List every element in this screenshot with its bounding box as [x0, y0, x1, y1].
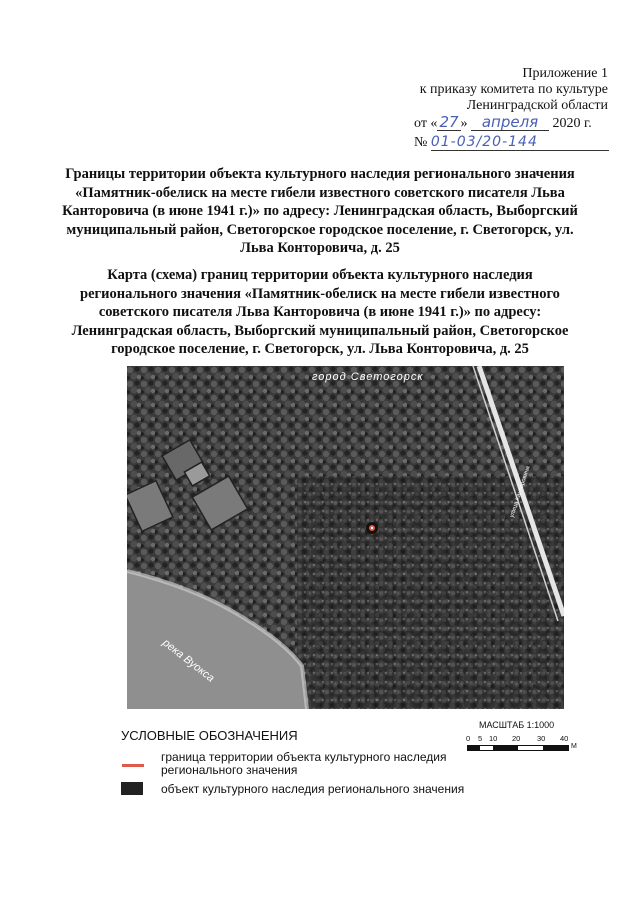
order-issuer-line: к приказу комитета по культуре: [419, 82, 608, 97]
river-label: река Вуокса: [160, 636, 217, 685]
order-number-line: [414, 134, 609, 151]
scale-tick: 5: [478, 734, 483, 743]
date-year: 2020 г.: [552, 116, 592, 131]
scale-tick: 10: [489, 734, 498, 743]
map-title: Карта (схема) границ территории объекта культурного наследия регионального значения «Памятник-обелиск на месте гибели известного советского писателя Льва Канторовича (в июне 1941 г.)» по адресу: Ленинградская область, Выборгский муниципальный район, Светогорское городское поселение, г. Светогорск, ул. Льва Конторовича, д. 25: [71, 267, 569, 357]
city-label: город Светогорск: [312, 371, 424, 383]
handwritten-day: 27: [439, 113, 459, 131]
dense-forest: [297, 476, 564, 709]
scale-tick: 0: [466, 734, 471, 743]
scale-unit: М: [571, 743, 577, 750]
boundary-legend-text: [161, 751, 447, 777]
boundary-legend-line2: регионального значения: [161, 763, 298, 777]
scale-tick: 20: [512, 734, 521, 743]
scale-tick: 40: [560, 734, 569, 743]
handwritten-month: апреля: [471, 114, 549, 131]
date-prefix: от «: [414, 116, 438, 131]
date-mid: »: [460, 116, 468, 131]
order-region-line: Ленинградской области: [466, 98, 608, 113]
street-label: улица Канторовича: [509, 465, 532, 519]
boundary-symbol: [122, 764, 144, 767]
handwritten-number: 01-03/20-144: [431, 134, 609, 151]
order-date-line: [414, 114, 592, 132]
object-symbol: [121, 782, 143, 795]
scale-ticks: [467, 734, 577, 744]
boundary-legend-line1: граница территории объекта культурного наследия: [161, 750, 447, 764]
number-prefix: №: [414, 135, 428, 150]
scale-tick: 30: [537, 734, 546, 743]
territory-title: Границы территории объекта культурного наследия регионального значения «Памятник-обелиск на месте гибели известного советского писателя Льва Канторовича (в июне 1941 г.)» по адресу: Ленинградская область, Выборгский муниципальный район, Светогорское городское поселение, г. Светогорск, ул. Льва Конторовича, д. 25: [62, 166, 578, 256]
aerial-map: [127, 366, 564, 709]
object-marker: [366, 522, 378, 534]
object-legend-text: объект культурного наследия регионального значения: [161, 782, 465, 796]
scale-title: МАСШТАБ 1:1000: [479, 720, 555, 730]
appendix-label: Приложение 1: [522, 66, 608, 81]
legend-title: УСЛОВНЫЕ ОБОЗНАЧЕНИЯ: [121, 728, 298, 743]
scale-bar: [467, 745, 569, 751]
order-header: [420, 66, 608, 114]
